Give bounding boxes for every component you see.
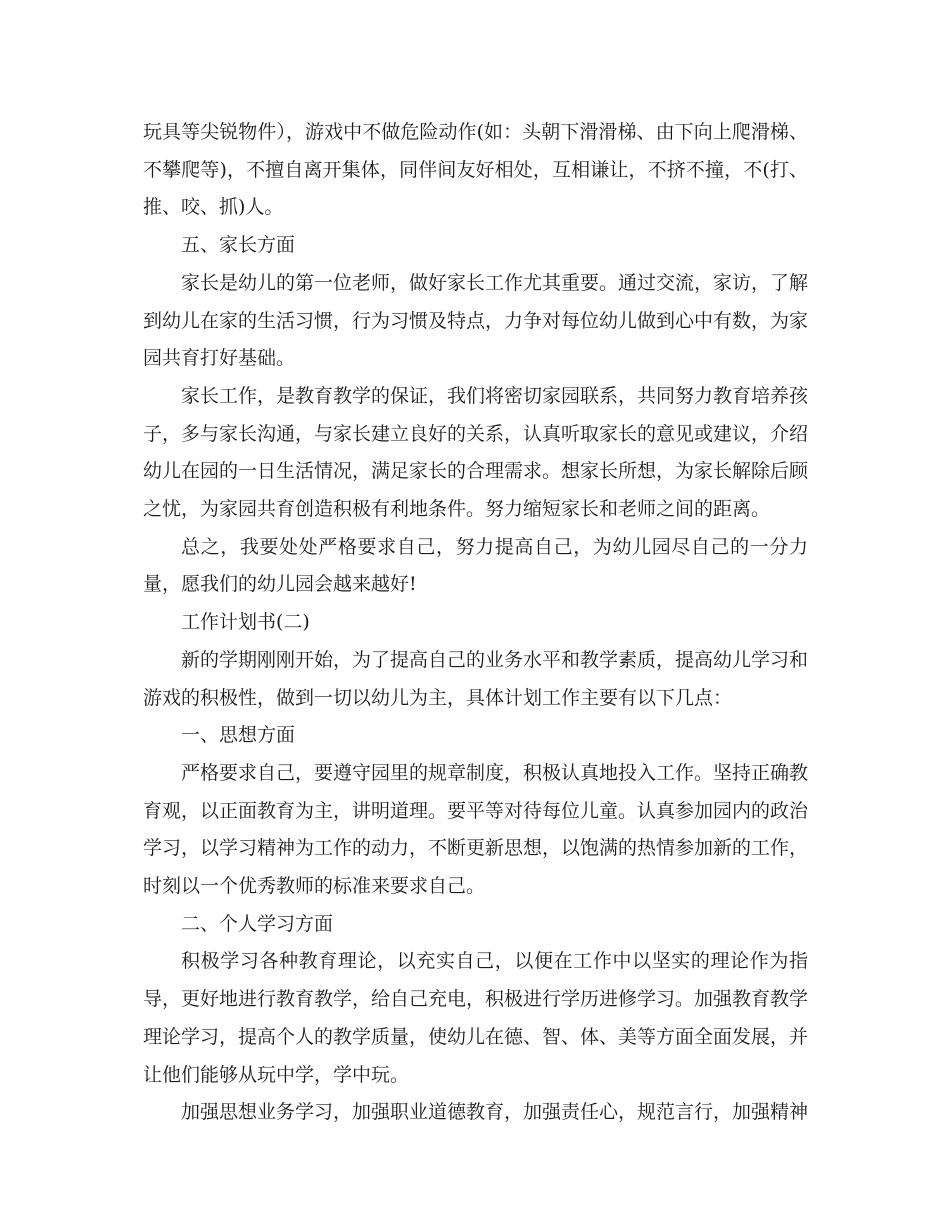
paragraph: 家长是幼儿的第一位老师，做好家长工作尤其重要。通过交流，家访，了解到幼儿在家的生活习惯，行为习惯及特点，力争对每位幼儿做到心中有数，为家园共育打好基础。: [143, 271, 809, 370]
section-heading-ideology: 一、思想方面: [181, 724, 296, 747]
section-heading-parents: 五、家长方面: [181, 234, 296, 257]
paragraph: 总之，我要处处严格要求自己，努力提高自己，为幼儿园尽自己的一分力量，愿我们的幼儿园会越来越好!: [143, 535, 808, 596]
paragraph: 新的学期刚刚开始，为了提高自己的业务水平和教学素质，提高幼儿学习和游戏的积极性，做到一切以幼儿为主，具体计划工作主要有以下几点：: [143, 648, 809, 709]
section-heading-personal-study: 二、个人学习方面: [181, 912, 334, 935]
paragraph-continuation: 玩具等尖锐物件），游戏中不做危险动作(如：头朝下滑滑梯、由下向上爬滑梯、不攀爬等)，不擅自离开集体，同伴间友好相处，互相谦让，不挤不撞，不(打、推、咬、抓)人。: [143, 121, 808, 219]
paragraph: 加强思想业务学习，加强职业道德教育，加强责任心，规范言行，加强精神: [181, 1101, 809, 1124]
paragraph: 严格要求自己，要遵守园里的规章制度，积极认真地投入工作。坚持正确教育观，以正面教育为主，讲明道理。要平等对待每位儿童。认真参加园内的政治学习，以学习精神为工作的动力，不断更新思想，以饱满的热情参加新的工作，时刻以一个优秀教师的标准来要求自己。: [143, 761, 809, 898]
paragraph: 积极学习各种教育理论，以充实自己，以便在工作中以坚实的理论作为指导，更好地进行教育教学，给自己充电，积极进行学历进修学习。加强教育教学理论学习，提高个人的教学质量，使幼儿在德、智、体、美等方面全面发展，并让他们能够从玩中学，学中玩。: [143, 950, 809, 1086]
section-heading-work-plan-two: 工作计划书(二): [181, 611, 310, 634]
paragraph: 家长工作，是教育教学的保证，我们将密切家园联系，共同努力教育培养孩子，多与家长沟通，与家长建立良好的关系，认真听取家长的意见或建议，介绍幼儿在园的一日生活情况，满足家长的合理需求。想家长所想，为家长解除后顾之忧，为家园共育创造积极有利地条件。努力缩短家长和老师之间的距离。: [143, 384, 809, 521]
document-body: [143, 114, 808, 1132]
